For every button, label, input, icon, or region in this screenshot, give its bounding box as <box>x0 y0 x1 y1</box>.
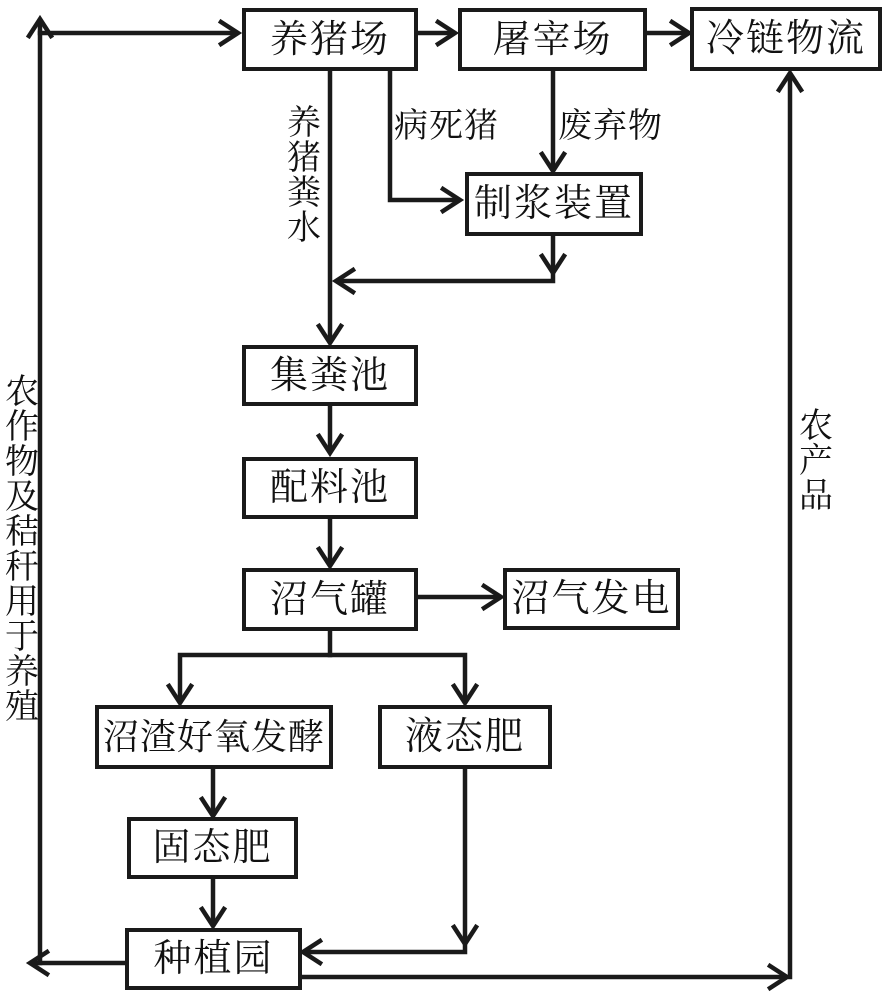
edge-pulping-return <box>340 273 553 281</box>
label-crops-straw-for-breeding: 农作物及秸秆用于养殖 <box>5 374 39 726</box>
label-agricultural-products: 农产品 <box>799 408 833 515</box>
node-biogas-power: 沼气发电 <box>503 568 680 630</box>
node-pig-farm: 养猪场 <box>242 8 418 71</box>
node-pulping-device: 制浆装置 <box>465 172 643 236</box>
node-solid-fertilizer: 固态肥 <box>127 817 298 879</box>
node-residue-fermentation: 沼渣好氧发酵 <box>95 705 333 769</box>
edge-liquidfert-plantation <box>307 944 465 952</box>
label-pig-manure-water: 养猪粪水 <box>287 105 321 247</box>
label-sick-dead-pigs: 病死猪 <box>394 108 499 145</box>
node-manure-pool: 集粪池 <box>242 345 418 406</box>
node-plantation: 种植园 <box>125 928 302 990</box>
node-mixing-pool: 配料池 <box>242 457 418 519</box>
label-waste: 废弃物 <box>558 108 663 145</box>
node-liquid-fertilizer: 液态肥 <box>378 705 552 769</box>
edge-split-branches <box>180 655 465 698</box>
node-cold-chain: 冷链物流 <box>690 7 882 71</box>
node-slaughterhouse: 屠宰场 <box>458 8 647 71</box>
node-biogas-tank: 沼气罐 <box>242 568 418 631</box>
